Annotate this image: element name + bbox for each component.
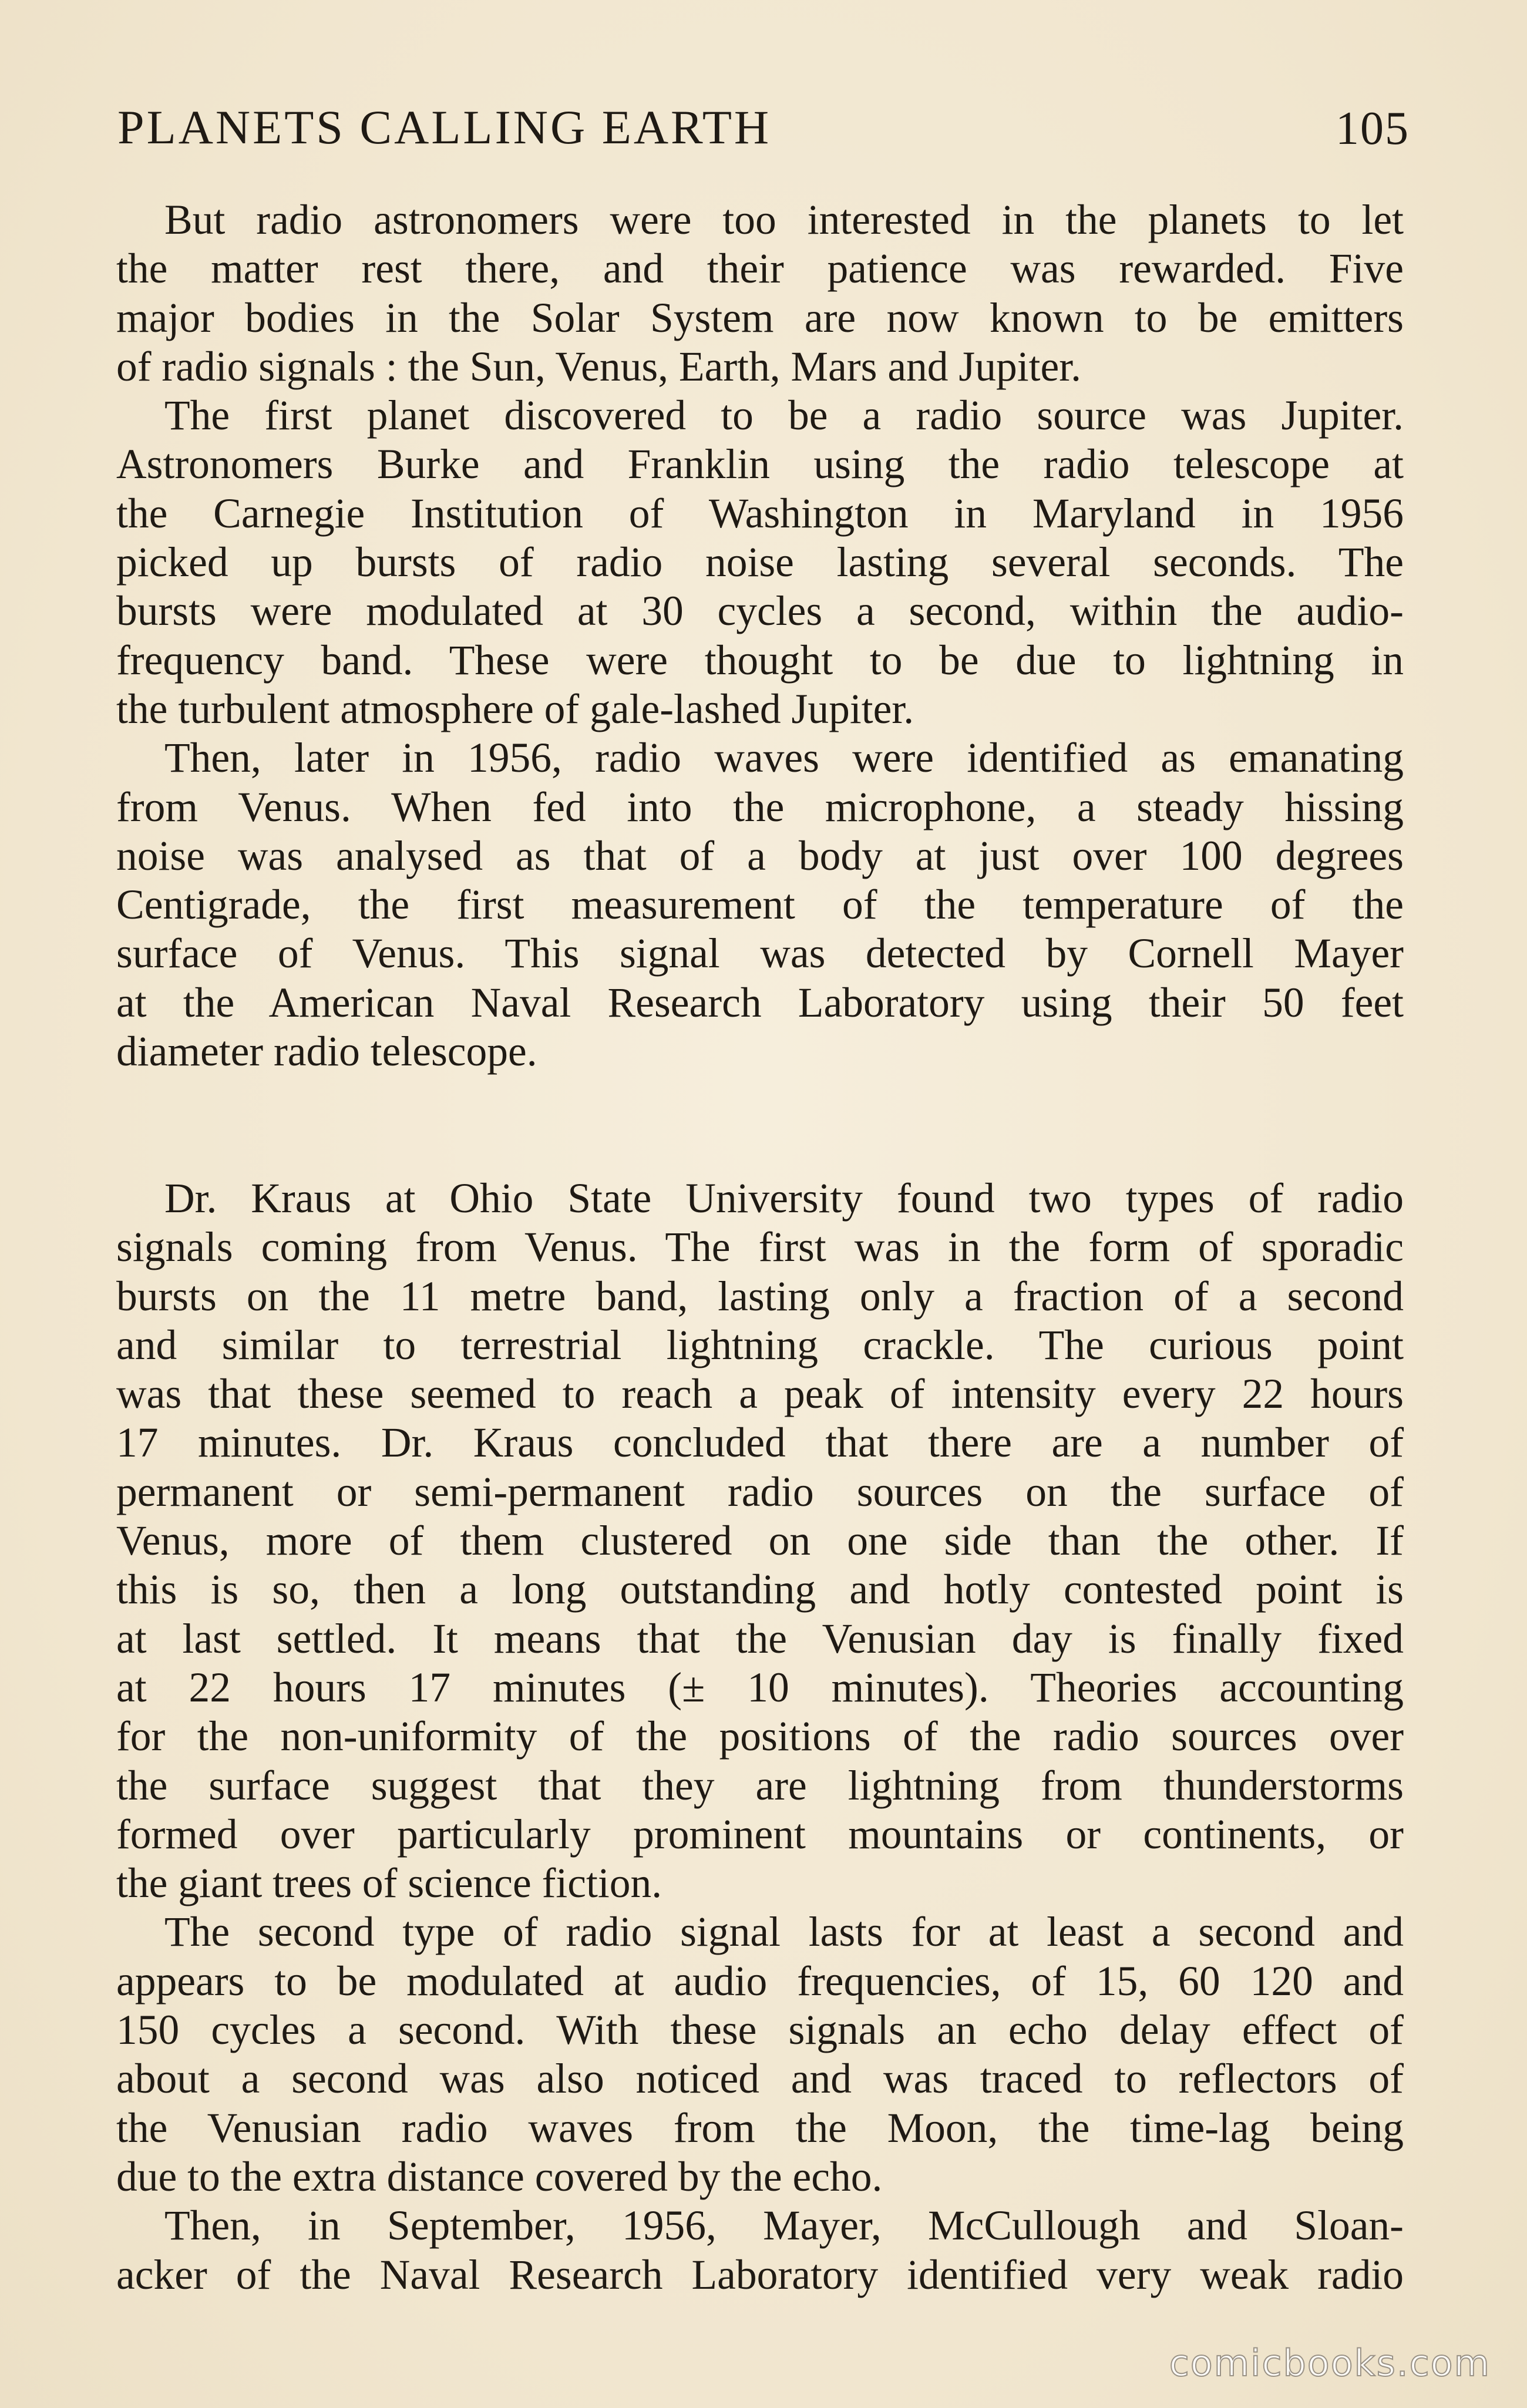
text-line: But radio astronomers were too interested in the planets to let [164, 197, 1404, 243]
text-line: The second type of radio signal lasts for at least a second and [164, 1909, 1404, 1956]
text-line: Then, in September, 1956, Mayer, McCullough and Sloan- [164, 2202, 1404, 2249]
text-line: the Carnegie Institution of Washington in Maryland in 1956 [116, 490, 1404, 537]
running-head [117, 100, 1410, 164]
text-line: surface of Venus. This signal was detected by Cornell Mayer [116, 930, 1404, 977]
text-line: the surface suggest that they are lightning from thunderstorms [116, 1762, 1404, 1809]
text-line: The first planet discovered to be a radio source was Jupiter. [164, 392, 1404, 439]
text-line: the turbulent atmosphere of gale-lashed Jupiter. [116, 685, 914, 732]
text-line: due to the extra distance covered by the echo. [116, 2153, 883, 2200]
text-line: the matter rest there, and their patience was rewarded. Five [116, 245, 1404, 292]
text-line: picked up bursts of radio noise lasting several seconds. The [116, 539, 1404, 586]
text-line: 150 cycles a second. With these signals an echo delay effect of [116, 2007, 1404, 2054]
text-line: noise was analysed as that of a body at just over 100 degrees [116, 832, 1404, 879]
text-line: for the non-uniformity of the positions of the radio sources over [116, 1713, 1404, 1760]
text-line: diameter radio telescope. [116, 1028, 537, 1075]
text-line: Dr. Kraus at Ohio State University found two types of radio [164, 1175, 1404, 1222]
text-line: 17 minutes. Dr. Kraus concluded that there are a number of [116, 1420, 1404, 1467]
text-line: bursts were modulated at 30 cycles a second, within the audio- [116, 588, 1404, 635]
text-line: at last settled. It means that the Venusian day is finally fixed [116, 1615, 1404, 1662]
text-block-1 [116, 196, 1404, 1076]
text-line: appears to be modulated at audio frequencies, of 15, 60 120 and [116, 1958, 1404, 2005]
text-line: this is so, then a long outstanding and hotly contested point is [116, 1566, 1404, 1613]
text-line: Astronomers Burke and Franklin using the radio telescope at [116, 441, 1404, 488]
text-line: major bodies in the Solar System are now known to be emitters [116, 294, 1404, 341]
text-line: bursts on the 11 metre band, lasting only a fraction of a second [116, 1273, 1404, 1320]
text-line: and similar to terrestrial lightning crackle. The curious point [116, 1321, 1404, 1368]
running-title: PLANETS CALLING EARTH [117, 100, 772, 154]
text-line: was that these seemed to reach a peak of intensity every 22 hours [116, 1371, 1404, 1418]
text-line: the Venusian radio waves from the Moon, the time-lag being [116, 2104, 1404, 2151]
text-line: of radio signals : the Sun, Venus, Earth, Mars and Jupiter. [116, 343, 1081, 390]
text-line: Then, later in 1956, radio waves were identified as emanating [164, 735, 1404, 782]
text-line: formed over particularly prominent mountains or continents, or [116, 1811, 1404, 1858]
page-number: 105 [1336, 103, 1410, 154]
watermark: comicbooks.com [1169, 2342, 1491, 2385]
text-line: Centigrade, the first measurement of the temperature of the [116, 882, 1404, 929]
text-line: signals coming from Venus. The first was in the form of sporadic [116, 1224, 1404, 1271]
text-line: acker of the Naval Research Laboratory identified very weak radio [116, 2251, 1404, 2298]
text-block-2 [116, 1174, 1404, 2299]
text-line: permanent or semi-permanent radio sources on the surface of [116, 1468, 1404, 1515]
text-line: at the American Naval Research Laboratory using their 50 feet [116, 979, 1404, 1026]
text-line: about a second was also noticed and was traced to reflectors of [116, 2056, 1404, 2103]
text-line: at 22 hours 17 minutes (± 10 minutes). Theories accounting [116, 1664, 1404, 1711]
text-line: from Venus. When fed into the microphone, a steady hissing [116, 783, 1404, 830]
text-line: the giant trees of science fiction. [116, 1860, 662, 1907]
text-line: Venus, more of them clustered on one side than the other. If [116, 1518, 1404, 1565]
text-line: frequency band. These were thought to be due to lightning in [116, 637, 1404, 684]
